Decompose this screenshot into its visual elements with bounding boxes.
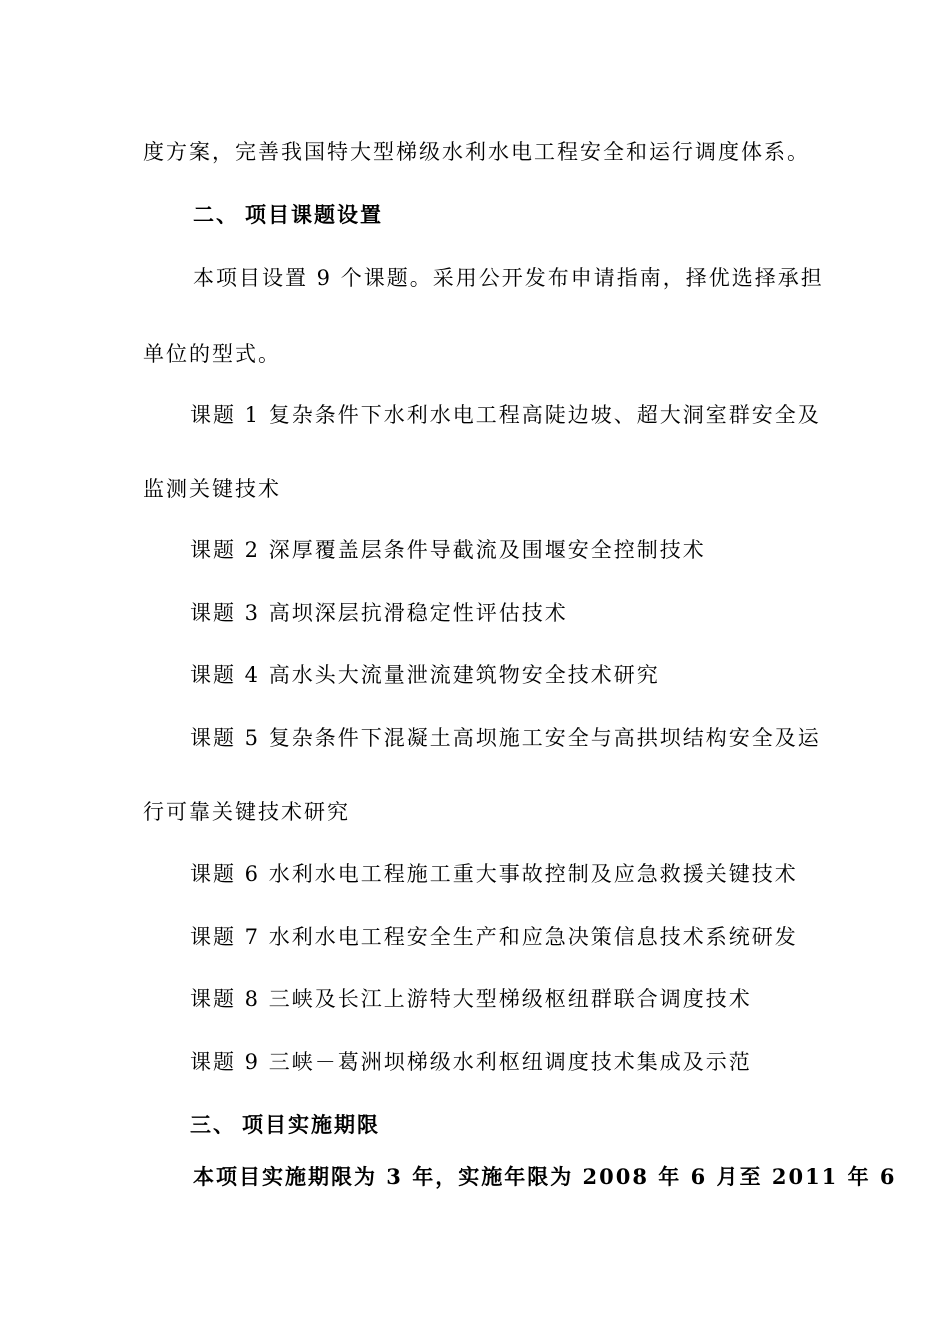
section-heading-2 [193, 200, 383, 230]
topic-line: 监测关键技术 [143, 477, 281, 501]
topic-line: 行可靠关键技术研究 [143, 800, 350, 824]
topic-line: 课题 9 三峡－葛洲坝梯级水利枢纽调度技术集成及示范 [190, 1050, 752, 1074]
paragraph-line: 本项目实施期限为 3 年，实施年限为 2008 年 6 月至 2011 年 6 [193, 1164, 897, 1189]
paragraph-line: 单位的型式。 [143, 342, 281, 366]
topic-line: 课题 7 水利水电工程安全生产和应急决策信息技术系统研发 [190, 925, 798, 949]
topic-line: 课题 8 三峡及长江上游特大型梯级枢纽群联合调度技术 [190, 987, 752, 1011]
topic-line: 课题 6 水利水电工程施工重大事故控制及应急救援关键技术 [190, 862, 798, 886]
section-heading-3 [190, 1110, 380, 1140]
section-title: 项目课题设置 [245, 202, 383, 227]
paragraph-line: 本项目设置 9 个课题。采用公开发布申请指南，择优选择承担 [193, 266, 824, 290]
paragraph-line: 度方案，完善我国特大型梯级水利水电工程安全和运行调度体系。 [143, 140, 810, 164]
section-number: 二、 [193, 202, 239, 227]
topic-line: 课题 1 复杂条件下水利水电工程高陡边坡、超大洞室群安全及 [190, 403, 821, 427]
section-number: 三、 [190, 1112, 236, 1137]
section-title: 项目实施期限 [242, 1112, 380, 1137]
topic-line: 课题 3 高坝深层抗滑稳定性评估技术 [190, 601, 568, 625]
topic-line: 课题 4 高水头大流量泄流建筑物安全技术研究 [190, 663, 660, 687]
topic-line: 课题 5 复杂条件下混凝土高坝施工安全与高拱坝结构安全及运 [190, 726, 821, 750]
topic-line: 课题 2 深厚覆盖层条件导截流及围堰安全控制技术 [190, 538, 706, 562]
